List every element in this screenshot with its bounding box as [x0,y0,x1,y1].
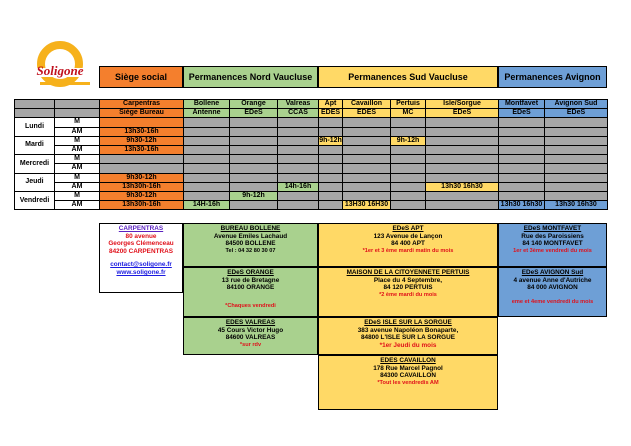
schedule-cell [230,127,278,136]
schedule-cell: 13h30-16h [100,145,184,154]
card-line: 84 000 AVIGNON [527,284,578,292]
schedule-cell: 13h30h-16h [100,201,184,210]
schedule-cell [499,173,545,182]
card-note: eme et 4eme vendredi du mois [511,298,594,305]
schedule-cell [184,136,230,145]
col-sub: Antenne [184,109,230,118]
schedule-cell [184,145,230,154]
schedule-cell [184,164,230,173]
card-bollene [183,223,318,267]
period-label: AM [55,201,100,210]
schedule-cell [230,136,278,145]
col-name: Bollene [184,100,230,109]
schedule-cell [343,136,391,145]
schedule-cell [100,155,184,164]
day-label: Lundi [15,118,55,136]
card-title: EDES CAVAILLON [380,357,436,364]
card-apt [318,223,498,267]
card-note: *2 ème mardi du mois [379,291,437,298]
schedule-cell [545,191,608,200]
col-name: Cavaillon [343,100,391,109]
card-line: 84 400 APT [391,240,425,248]
schedule-row [15,173,608,182]
schedule-row [15,145,608,154]
schedule-cell [343,145,391,154]
card-note: *Chaques vendredi [225,302,276,309]
card-title: EDeS APT [392,225,424,232]
svg-text:Soligone: Soligone [36,63,84,78]
schedule-cell [278,118,319,127]
schedule-cell [545,127,608,136]
card-carpentras [99,223,183,293]
card-title: EDeS MONTFAVET [523,225,582,232]
col-name: Carpentras [100,100,184,109]
card-line: Georges Clémenceau [108,240,174,248]
schedule-cell [426,136,499,145]
schedule-cell [184,182,230,191]
col-name: Apt [319,100,343,109]
card-title: EDeS ORANGE [227,269,274,276]
col-name: Isle/Sorgue [426,100,499,109]
schedule-cell [278,155,319,164]
card-note: *Tout les vendredis AM [377,379,439,386]
card-line: Avenue Emiles Lachaud [213,232,288,240]
schedule-cell: 9h-12h [319,136,342,144]
card-line: 84300 CAVAILLON [380,372,436,380]
logo-underline [40,82,90,85]
header-avignon: Permanences Avignon [498,66,607,88]
schedule-cell [230,201,278,210]
schedule-cell [499,155,545,164]
schedule-cell [343,118,391,127]
schedule-cell: 13h30 16h30 [499,201,545,210]
period-label: AM [55,182,100,191]
schedule-cell [230,182,278,191]
period-label: M [55,173,100,182]
day-label: Mercredi [15,155,55,173]
card-title: EDeS ISLE SUR LA SORGUE [364,319,452,326]
schedule-cell [278,191,319,200]
card-line: 45 Cours Victor Hugo [217,326,284,334]
schedule-cell [278,136,319,145]
card-title: MAISON DE LA CITOYENNETE PERTUIS [346,269,470,276]
card-isle-sur-la-sorgue [318,317,498,355]
schedule-cell [391,127,426,136]
schedule-cell [343,173,391,182]
col-name: Valreas [278,100,319,109]
email-link[interactable]: contact@soligone.fr [110,261,172,269]
schedule-cell [499,191,545,200]
schedule-cell [319,173,343,182]
corner-cell [15,100,55,109]
schedule-cell [499,136,545,145]
period-label: AM [55,127,100,136]
col-sub: EDeS [545,109,608,118]
day-label: Jeudi [15,173,55,191]
schedule-cell [545,164,608,173]
column-names-row [15,100,608,109]
card-line: 4 avenue Anne d'Autriche [513,276,592,284]
schedule-cell [184,155,230,164]
schedule-cell [391,155,426,164]
col-name: Orange [230,100,278,109]
schedule-cell: 13h30-16h [100,127,184,136]
schedule-cell [184,173,230,182]
schedule-cell: 9h30-12h [100,136,184,145]
card-title: EDeS AVIGNON Sud [521,269,584,276]
schedule-cell [319,201,343,210]
schedule-row [15,191,608,200]
day-label: Mardi [15,136,55,154]
col-name: Pertuis [391,100,426,109]
card-line: 84100 ORANGE [226,284,275,292]
schedule-cell: 9h30-12h [100,173,184,182]
schedule-cell [319,182,343,191]
card-line: 80 avenue [125,232,157,240]
schedule-cell [391,164,426,173]
col-name: Avignon Sud [545,100,608,109]
schedule-cell [230,118,278,127]
card-title: BUREAU BOLLENE [220,225,281,232]
schedule-row [15,118,608,127]
schedule-cell [230,145,278,154]
card-line: 123 Avenue de Lançon [373,232,443,240]
card-pertuis [318,267,498,317]
schedule-cell [319,164,343,173]
card-avignon-sud [498,267,607,317]
schedule-cell [343,155,391,164]
card-line: 84 120 PERTUIS [383,284,433,292]
card-note: *1er Jeudi du mois [379,341,437,349]
schedule-cell [391,118,426,127]
schedule-cell [499,118,545,127]
schedule-cell: 14h-16h [278,182,319,191]
col-sub: MC [391,109,426,118]
schedule-cell [391,145,426,154]
card-line: Tel : 04 32 80 30 07 [225,247,276,254]
period-label: M [55,118,100,127]
col-name: Montfavet [499,100,545,109]
header-nord-vaucluse: Permanences Nord Vaucluse [183,66,318,88]
corner-cell [55,100,100,109]
card-cavaillon [318,355,498,410]
schedule-cell [184,118,230,127]
schedule-cell [499,182,545,191]
schedule-cell [343,191,391,200]
card-title: CARPENTRAS [118,225,164,232]
card-line: 383 avenue Napoléon Bonaparte, [357,326,459,334]
schedule-cell: 13H30 16H30 [343,201,391,210]
website-link[interactable]: www.soligone.fr [116,268,166,276]
header-sud-vaucluse: Permanences Sud Vaucluse [318,66,498,88]
card-title: EDES VALREAS [225,319,276,326]
schedule-cell: 9h-12h [230,191,278,200]
schedule-cell [426,201,499,210]
schedule-cell [319,127,343,136]
card-line: 84800 L'ISLE SUR LA SORGUE [361,334,455,342]
schedule-cell [545,173,608,182]
schedule-cell [278,145,319,154]
schedule-cell [426,145,499,154]
schedule-cell [545,136,608,145]
period-label: AM [55,164,100,173]
period-label: M [55,155,100,164]
schedule-cell [426,173,499,182]
schedule-cell: 14H-16h [184,201,230,210]
period-label: M [55,191,100,200]
schedule-cell: 9h-12h [391,136,426,145]
col-sub: EDES [343,109,391,118]
schedule-cell: 9h30-12h [100,191,184,200]
col-sub: EDES [319,109,343,118]
schedule-cell [230,164,278,173]
schedule-cell [545,155,608,164]
card-note: *sur rdv [239,341,262,348]
schedule-cell [391,182,426,191]
schedule-cell [426,164,499,173]
schedule-cell [230,155,278,164]
schedule-cell [391,191,426,200]
schedule-cell [319,191,343,200]
schedule-cell [100,118,184,127]
column-subs-row [15,109,608,118]
header-siege-social: Siège social [99,66,183,88]
schedule-cell [278,173,319,182]
corner-cell [15,109,55,118]
schedule-table [14,99,608,210]
col-sub: Siège Bureau [100,109,184,118]
schedule-cell [278,127,319,136]
schedule-row [15,201,608,210]
card-line: 84500 BOLLENE [225,240,276,248]
card-line: 178 Rue Marcel Pagnol [373,364,443,372]
schedule-cell [545,145,608,154]
card-orange [183,267,318,317]
schedule-cell [319,145,343,154]
card-line: 84 140 MONTFAVET [522,240,583,248]
card-line: Place du 4 Septembre, [373,276,443,284]
schedule-row [15,155,608,164]
schedule-cell [278,164,319,173]
schedule-row [15,164,608,173]
card-valreas [183,317,318,355]
schedule-row [15,136,608,145]
schedule-cell: 13h30 16h30 [545,201,608,210]
schedule-cell [343,164,391,173]
schedule-row [15,127,608,136]
schedule-cell [230,173,278,182]
schedule-cell [499,145,545,154]
corner-cell [55,109,100,118]
period-label: AM [55,145,100,154]
schedule-cell [343,127,391,136]
card-note: *1er et 3 ème mardi matin du mois [362,247,454,254]
day-label: Vendredi [15,191,55,209]
card-line: 84600 VALREAS [225,334,276,342]
schedule-cell [319,155,343,164]
schedule-cell [184,191,230,200]
schedule-cell [319,118,343,127]
schedule-row [15,182,608,191]
schedule-cell [426,155,499,164]
schedule-cell [545,182,608,191]
schedule-cell [426,127,499,136]
card-line: Rue des Paroissiens [521,232,584,240]
schedule-cell [545,118,608,127]
schedule-cell [391,201,426,210]
schedule-cell [184,127,230,136]
card-line: 13 rue de Bretagne [221,276,280,284]
card-montfavet [498,223,607,267]
col-sub: EDeS [230,109,278,118]
schedule-cell [278,201,319,210]
schedule-cell: 13h30h-16h [100,182,184,191]
schedule-cell [426,191,499,200]
col-sub: EDeS [426,109,499,118]
schedule-cell: 13h30 16h30 [426,182,499,191]
card-note: 1er et 3ème vendredi du mois [513,247,592,254]
schedule-cell [426,118,499,127]
period-label: M [55,136,100,145]
schedule-cell [499,127,545,136]
schedule-cell [100,164,184,173]
schedule-cell [499,164,545,173]
schedule-cell [343,182,391,191]
col-sub: EDeS [499,109,545,118]
col-sub: CCAS [278,109,319,118]
schedule-cell [391,173,426,182]
card-line: 84200 CARPENTRAS [109,247,173,255]
